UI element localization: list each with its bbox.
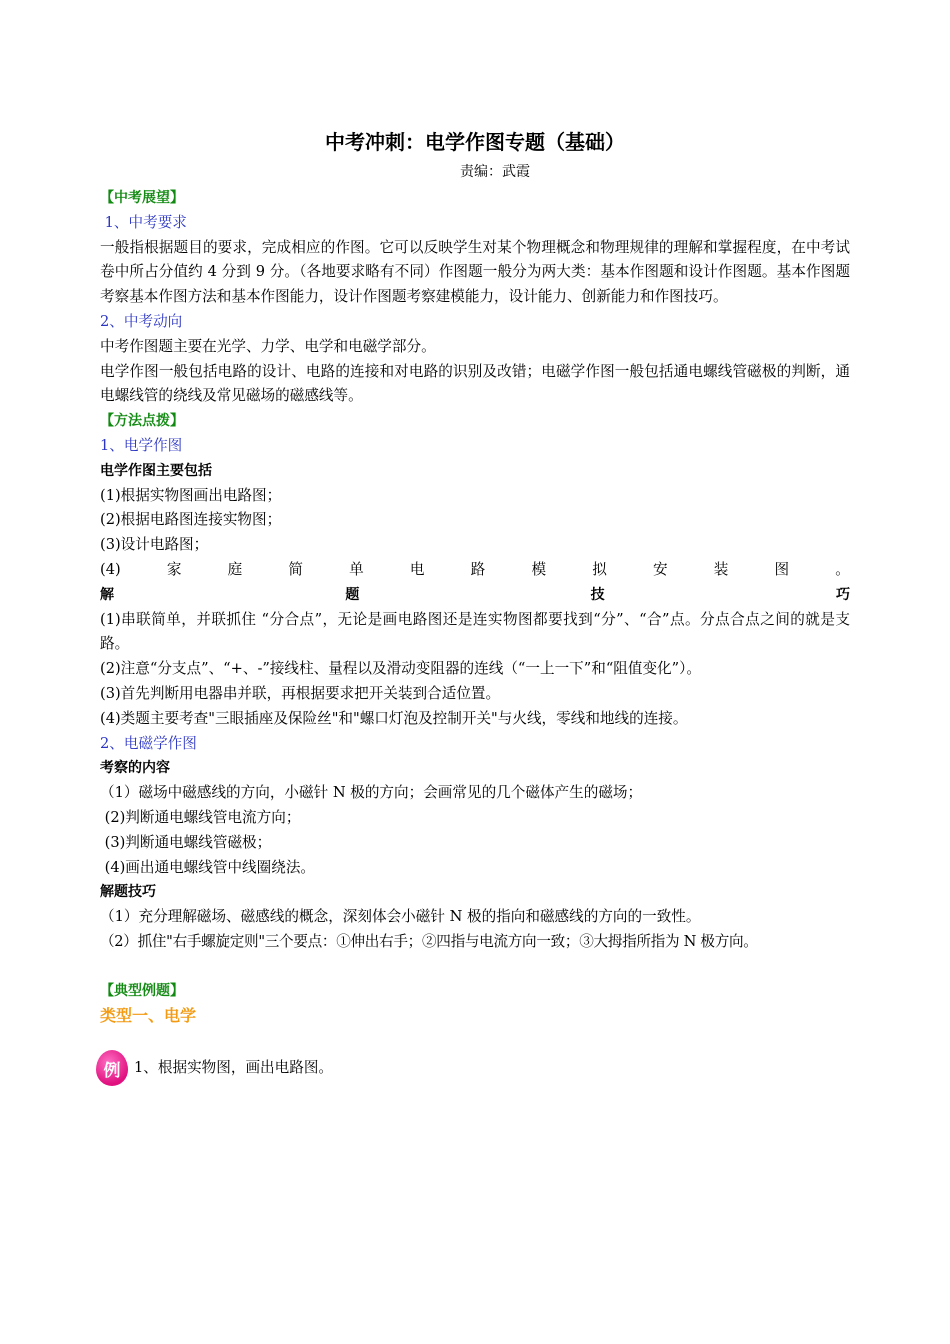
subheading-electric-contents: 电学作图主要包括 (100, 462, 212, 479)
justified-token: 图 (774, 560, 790, 578)
justified-token: 题 (345, 586, 360, 603)
list-item: (2)注意“分支点”、“+、-”接线柱、量程以及滑动变阻器的连线（“一上一下”和“阻值变化”）。 (100, 660, 702, 678)
list-item: （1）磁场中磁感线的方向，小磁针 N 极的方向；会画常见的几个磁体产生的磁场； (100, 784, 643, 802)
list-item: (2)根据电路图连接实物图； (100, 511, 282, 529)
justified-token: 庭 (227, 560, 243, 578)
section-header-examples: 【典型例题】 (100, 982, 184, 999)
heading-type-electric: 类型一、电学 (100, 1005, 197, 1025)
heading-electric-drawing: 1、电学作图 (100, 436, 183, 454)
subheading-magnetic-contents: 考察的内容 (100, 760, 170, 777)
example-question-text: 1、根据实物图，画出电路图。 (134, 1058, 334, 1076)
subheading-magnetic-tips: 解题技巧 (100, 884, 156, 901)
section-header-methods: 【方法点拨】 (100, 413, 184, 430)
justified-token: 模 (531, 560, 547, 578)
justified-token: 拟 (592, 560, 607, 578)
list-item-justified (100, 558, 850, 583)
paragraph-exam-requirements: 一般指根据题目的要求，完成相应的作图。它可以反映学生对某个物理概念和物理规律的理解和掌握程度，在中考试卷中所占分值约 4 分到 9 分。（各地要求略有不同）作图题一般分为两大类：基本作图题和设计作图题。基本作图题考察基本作图方法和基本作图能力，设计作图题考察建模能力，设计能力、创新能力和作图技巧。 (100, 238, 850, 306)
justified-token: 家 (166, 560, 182, 578)
list-item: (4)类题主要考查"三眼插座及保险丝"和"螺口灯泡及控制开关"与火线，零线和地线的连接。 (100, 709, 688, 727)
list-item: （1）充分理解磁场、磁感线的概念，深刻体会小磁针 N 极的指向和磁感线的方向的一致性。 (100, 908, 701, 926)
justified-token: 安 (652, 560, 668, 578)
heading-magnetic-drawing: 2、电磁学作图 (100, 734, 197, 752)
section-header-outlook: 【中考展望】 (100, 190, 184, 206)
justified-token: 技 (590, 586, 605, 603)
page-title: 中考冲刺：电学作图专题（基础） (325, 130, 625, 154)
paragraph-exam-trend-2: 电学作图一般包括电路的设计、电路的连接和对电路的识别及改错；电磁学作图一般包括通电螺线管磁极的判断，通电螺线管的绕线及常见磁场的磁感线等。 (100, 362, 850, 405)
justified-token: 装 (713, 560, 729, 578)
list-item: (1)串联简单，并联抓住 “分合点”，无论是画电路图还是连实物图都要找到“分”、“合”点。分点合点之间的就是支路。 (100, 610, 850, 653)
author-line: 责编：武霞 (460, 164, 530, 180)
justified-token: 。 (835, 560, 850, 578)
justified-token: 路 (470, 560, 486, 578)
list-item: （2）抓住"右手螺旋定则"三个要点：①伸出右手；②四指与电流方向一致；③大拇指所指为 N 极方向。 (100, 932, 758, 950)
justified-token: 解 (100, 586, 114, 603)
justified-token: 巧 (835, 586, 850, 603)
justified-token: 简 (288, 560, 303, 578)
list-item: (1)根据实物图画出电路图； (100, 486, 282, 504)
example-badge-icon: 例 (96, 1050, 128, 1086)
subheading-solving-tips-justified (100, 583, 850, 608)
justified-token: 单 (349, 560, 364, 578)
list-item: (3)设计电路图； (100, 536, 209, 554)
list-item: (3)判断通电螺线管磁极； (100, 833, 272, 851)
justified-token: 电 (409, 560, 425, 578)
heading-exam-trend: 2、中考动向 (100, 312, 183, 330)
example-question-row (100, 1050, 850, 1086)
paragraph-exam-trend-1: 中考作图题主要在光学、力学、电学和电磁学部分。 (100, 337, 436, 355)
heading-exam-requirements: 1、中考要求 (100, 213, 187, 231)
document-page (100, 126, 850, 1086)
justified-token: (4) (100, 560, 121, 578)
list-item: (2)判断通电螺线管电流方向； (100, 808, 301, 826)
list-item: (4)画出通电螺线管中线圈绕法。 (100, 858, 316, 876)
list-item: (3)首先判断用电器串并联，再根据要求把开关装到合适位置。 (100, 684, 501, 702)
